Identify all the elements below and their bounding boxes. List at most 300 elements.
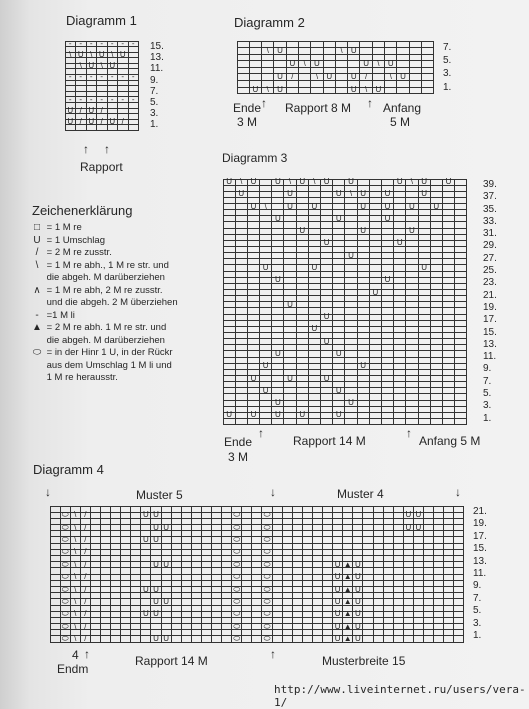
diagram1-cell: U xyxy=(117,52,129,59)
diagram4-cell: ▲ xyxy=(343,559,352,569)
diagram3-cell: U xyxy=(259,387,272,394)
legend-item xyxy=(30,272,215,285)
diagram3-cell: U xyxy=(344,400,357,407)
legend-symbol-icon: / xyxy=(35,247,39,258)
diagram3-cell: U xyxy=(442,179,455,186)
diagram3-cell: \ xyxy=(344,191,357,198)
diagram1-cell: - xyxy=(128,74,140,81)
diagram4-title: Diagramm 4 xyxy=(33,462,104,477)
diagram1-cell: - xyxy=(65,74,77,81)
diagram2-row-number: 5. xyxy=(443,55,452,67)
diagram4-cell: / xyxy=(80,623,91,630)
diagram2-cell: U xyxy=(347,73,360,81)
diagram4-cell: U xyxy=(332,598,343,605)
diagram4-cell: ⬭ xyxy=(231,611,242,618)
legend-text: = 2 M re abh. 1 M re str. und xyxy=(44,322,167,333)
diagram2-cell: U xyxy=(384,60,397,68)
diagram3-cell: \ xyxy=(235,179,248,186)
diagram4-row-number: 13. xyxy=(473,555,487,567)
diagram4-cell: \ xyxy=(70,635,81,642)
diagram3-cell: U xyxy=(271,412,284,419)
legend-item xyxy=(30,285,215,298)
diagram4-cell: U xyxy=(150,512,161,519)
diagram4-cell: / xyxy=(80,524,91,531)
diagram2-cell: U xyxy=(396,73,409,81)
diagram1-rapport-label: Rapport xyxy=(80,160,123,174)
diagram3-cell: U xyxy=(418,264,431,271)
up-arrow-icon: ↑ xyxy=(406,426,412,440)
diagram3-cell: U xyxy=(381,191,394,198)
diagram4-cell: U xyxy=(150,561,161,568)
legend-item xyxy=(30,335,215,348)
diagram4-cell: U xyxy=(140,586,151,593)
diagram4-cell: ⬭ xyxy=(231,524,242,531)
diagram3-row-number: 37. xyxy=(483,191,497,203)
diagram4-cell: U xyxy=(352,561,363,568)
diagram4-cell: \ xyxy=(70,549,81,556)
diagram1-cell: / xyxy=(96,108,108,115)
legend-item xyxy=(30,222,215,235)
diagram3-ende-count: 3 M xyxy=(228,450,249,464)
diagram3-cell: U xyxy=(405,228,418,235)
diagram3-row-number: 25. xyxy=(483,265,497,277)
diagram1-cell: - xyxy=(117,74,129,81)
diagram2-cell: \ xyxy=(384,73,397,81)
diagram3-cell: U xyxy=(332,412,345,419)
diagram2-row-number: 1. xyxy=(443,81,452,93)
diagram4-cell: U xyxy=(332,635,343,642)
diagram1-cell: U xyxy=(86,108,98,115)
diagram3-cell: U xyxy=(235,191,248,198)
diagram4-row-number: 15. xyxy=(473,543,487,555)
legend-item xyxy=(30,260,215,273)
diagram4-cell: ⬭ xyxy=(231,623,242,630)
diagram1-cell: - xyxy=(96,96,108,103)
diagram3-cell: U xyxy=(283,191,296,198)
diagram4-cell: U xyxy=(332,611,343,618)
diagram3-cell: U xyxy=(381,215,394,222)
diagram3-cell: U xyxy=(271,215,284,222)
diagram1-cell: - xyxy=(75,96,87,103)
diagram2-grid xyxy=(237,41,434,94)
diagram4-cell: ▲ xyxy=(343,572,352,582)
diagram3-cell: U xyxy=(320,240,333,247)
diagram3-cell: U xyxy=(332,215,345,222)
diagram1-cell: / xyxy=(75,108,87,115)
diagram3-cell: U xyxy=(393,179,406,186)
diagram3-cell: U xyxy=(320,179,333,186)
diagram1-cell: / xyxy=(75,119,87,126)
diagram1-row-number: 5. xyxy=(150,96,159,108)
diagram3-cell xyxy=(454,418,467,425)
diagram4-cell: U xyxy=(150,635,161,642)
diagram4-cell: ⬭ xyxy=(60,574,71,581)
legend-title: Zeichenerklärung xyxy=(32,203,133,218)
diagram4-cell: ⬭ xyxy=(60,561,71,568)
diagram4-cell: ⬭ xyxy=(261,623,272,630)
diagram3-cell: U xyxy=(405,203,418,210)
diagram4-cell: \ xyxy=(70,623,81,630)
diagram4-cell: U xyxy=(140,536,151,543)
diagram1-cell: - xyxy=(65,41,77,48)
legend-text: 1 M re herausstr. xyxy=(44,372,118,383)
diagram3-row-number: 29. xyxy=(483,240,497,252)
diagram1-cell: \ xyxy=(65,52,77,59)
diagram2-rapport-label: Rapport 8 M xyxy=(285,101,352,115)
diagram4-cell: ⬭ xyxy=(231,512,242,519)
diagram2-cell: U xyxy=(249,87,262,95)
diagram4-muster5-label: Muster 5 xyxy=(136,488,183,502)
diagram4-cell: \ xyxy=(70,561,81,568)
legend-item xyxy=(30,372,215,385)
diagram2-ende-label: Ende xyxy=(233,101,262,115)
diagram3-cell: U xyxy=(418,179,431,186)
diagram1-row-number: 9. xyxy=(150,74,159,86)
diagram2-cell xyxy=(286,87,299,95)
diagram3-cell: U xyxy=(308,264,321,271)
diagram3-cell: U xyxy=(320,338,333,345)
diagram2-cell: / xyxy=(286,73,299,81)
diagram4-cell: \ xyxy=(70,536,81,543)
diagram3-cell: \ xyxy=(308,179,321,186)
diagram4-cell: ⬭ xyxy=(231,561,242,568)
diagram1-cell: U xyxy=(86,63,98,70)
diagram3-row-number: 39. xyxy=(483,179,497,190)
diagram3-cell: U xyxy=(296,179,309,186)
diagram3-row-number: 1. xyxy=(483,412,492,424)
diagram1-cell: - xyxy=(86,74,98,81)
up-arrow-icon: ↑ xyxy=(83,142,89,156)
diagram1-cell: - xyxy=(117,96,129,103)
diagram1-row-numbers xyxy=(150,42,164,132)
diagram4-cell: ⬭ xyxy=(261,524,272,531)
diagram2-ende-count: 3 M xyxy=(237,115,258,129)
diagram1-cell: - xyxy=(107,41,119,48)
diagram2-cell: U xyxy=(323,73,336,81)
diagram3-row-number: 33. xyxy=(483,215,497,227)
diagram2-cell: \ xyxy=(261,87,274,95)
diagram4-cell: U xyxy=(352,598,363,605)
legend-text: die abgeh. M darüberziehen xyxy=(44,272,165,283)
diagram4-row-number: 21. xyxy=(473,506,487,517)
diagram4-cell: ⬭ xyxy=(60,598,71,605)
diagram4-cell: ⬭ xyxy=(261,561,272,568)
diagram4-cell: ⬭ xyxy=(231,574,242,581)
diagram1-row-number: 1. xyxy=(150,119,159,131)
diagram4-musterbreite-label: Musterbreite 15 xyxy=(322,654,406,668)
diagram1-cell: / xyxy=(96,119,108,126)
legend-text: = 1 M re abh., 1 M re str. und xyxy=(44,259,169,271)
diagram1-row-number: 15. xyxy=(150,41,164,52)
legend-text: aus dem Umschlag 1 M li und xyxy=(44,359,172,371)
diagram4-cell: ▲ xyxy=(343,634,352,644)
diagram2-cell: \ xyxy=(261,47,274,55)
diagram3-anfang-label: Anfang 5 M xyxy=(419,434,481,448)
diagram3-cell: U xyxy=(247,412,260,419)
legend-text: = 1 M re xyxy=(44,222,82,233)
legend-symbol-icon: ⬭ xyxy=(32,347,42,358)
diagram3-cell: U xyxy=(296,412,309,419)
diagram3-row-number: 27. xyxy=(483,252,497,264)
diagram1-cell: U xyxy=(107,119,119,126)
legend-item xyxy=(30,247,215,260)
diagram4-cell: U xyxy=(352,574,363,581)
diagram3-cell: U xyxy=(223,179,236,186)
diagram4-cell: / xyxy=(80,586,91,593)
diagram2-cell xyxy=(396,87,409,95)
diagram4-cell: / xyxy=(80,549,91,556)
down-arrow-icon: ↓ xyxy=(455,485,461,499)
legend-text: = 1 M re abh, 2 M re zusstr. xyxy=(44,284,163,296)
diagram4-cell: U xyxy=(161,524,172,531)
diagram3-cell: U xyxy=(259,264,272,271)
diagram4-cell: \ xyxy=(70,524,81,531)
diagram4-row-number: 3. xyxy=(473,617,482,629)
legend-symbol-icon: ▲ xyxy=(32,322,42,333)
diagram4-cell: ⬭ xyxy=(261,598,272,605)
diagram1-cell: \ xyxy=(75,63,87,70)
diagram4-cell: ⬭ xyxy=(261,574,272,581)
diagram3-cell: U xyxy=(247,375,260,382)
diagram3-cell: U xyxy=(283,301,296,308)
diagram4-cell: ⬭ xyxy=(261,611,272,618)
legend-text: = 1 Umschlag xyxy=(44,234,105,246)
diagram4-cell: ⬭ xyxy=(261,512,272,519)
legend-symbol-icon: U xyxy=(33,234,41,246)
diagram3-cell: U xyxy=(357,203,370,210)
diagram4-cell: U xyxy=(150,536,161,543)
diagram3-cell: U xyxy=(271,400,284,407)
diagram2-title: Diagramm 2 xyxy=(234,15,305,30)
diagram3-cell: U xyxy=(283,375,296,382)
diagram4-cell: U xyxy=(352,586,363,593)
diagram3-row-numbers xyxy=(483,180,497,426)
diagram4-cell: U xyxy=(150,586,161,593)
diagram4-cell: \ xyxy=(70,574,81,581)
diagram2-cell xyxy=(409,87,422,95)
diagram4-cell xyxy=(453,635,464,642)
diagram4-cell: ⬭ xyxy=(261,635,272,642)
diagram3-cell: U xyxy=(332,387,345,394)
diagram1-row-number: 13. xyxy=(150,52,164,64)
diagram1-cell: - xyxy=(96,74,108,81)
diagram2-cell xyxy=(237,87,250,95)
diagram4-cell: ⬭ xyxy=(60,512,71,519)
legend-text: die abgeh. M darüberziehen xyxy=(44,334,165,346)
diagram1-grid xyxy=(65,38,139,131)
diagram3-ende-label: Ende xyxy=(224,435,253,449)
diagram4-cell: U xyxy=(150,611,161,618)
diagram3-row-number: 7. xyxy=(483,375,492,387)
diagram4-endm-label: Endm xyxy=(57,662,89,676)
diagram3-row-number: 19. xyxy=(483,301,497,313)
diagram3-cell: U xyxy=(357,191,370,198)
diagram4-cell: / xyxy=(80,561,91,568)
diagram4-cell: ▲ xyxy=(343,596,352,606)
diagram2-anfang-label: Anfang xyxy=(383,101,422,115)
legend-symbol-icon: ∧ xyxy=(33,284,41,296)
diagram1-cell: - xyxy=(128,96,140,103)
diagram4-cell: / xyxy=(80,512,91,519)
diagram4-cell: U xyxy=(150,524,161,531)
diagram3-row-number: 5. xyxy=(483,388,492,400)
diagram4-cell: U xyxy=(161,561,172,568)
diagram4-cell: U xyxy=(352,623,363,630)
diagram4-cell: ⬭ xyxy=(60,524,71,531)
diagram3-cell: U xyxy=(271,179,284,186)
diagram1-cell: \ xyxy=(96,63,108,70)
diagram2-cell xyxy=(323,87,336,95)
diagram4-cell: ⬭ xyxy=(231,598,242,605)
diagram4-row-number: 7. xyxy=(473,592,482,604)
diagram1-cell: U xyxy=(107,63,119,70)
diagram1-cell: - xyxy=(107,74,119,81)
diagram2-cell: U xyxy=(273,87,286,95)
diagram3-cell: U xyxy=(344,252,357,259)
diagram4-cell: ⬭ xyxy=(231,536,242,543)
diagram1-cell: U xyxy=(75,52,87,59)
diagram1-row-number: 7. xyxy=(150,85,159,97)
legend-text: und die abgeh. 2 M überziehen xyxy=(44,297,178,308)
diagram2-cell: U xyxy=(286,60,299,68)
diagram4-cell: ⬭ xyxy=(60,586,71,593)
source-url: http://www.liveinternet.ru/users/vera-1/ xyxy=(274,683,526,709)
diagram4-row-numbers xyxy=(473,507,487,643)
diagram3-cell: U xyxy=(320,314,333,321)
down-arrow-icon: ↓ xyxy=(270,485,276,499)
diagram1-cell: - xyxy=(96,41,108,48)
diagram1-cell: - xyxy=(75,74,87,81)
diagram4-cell: ⬭ xyxy=(261,549,272,556)
legend-item xyxy=(30,360,215,373)
diagram4-endm-number: 4 xyxy=(72,648,79,662)
diagram2-cell: / xyxy=(359,73,372,81)
diagram4-cell: ⬭ xyxy=(261,586,272,593)
diagram3-cell: U xyxy=(381,203,394,210)
diagram4-rapport-label: Rapport 14 M xyxy=(135,654,208,668)
diagram1-cell: - xyxy=(117,41,129,48)
diagram2-cell: \ xyxy=(335,47,348,55)
diagram3-row-number: 35. xyxy=(483,203,497,215)
up-arrow-icon: ↑ xyxy=(270,647,276,661)
diagram3-cell: U xyxy=(332,350,345,357)
diagram2-cell xyxy=(298,87,311,95)
diagram2-row-number: 7. xyxy=(443,42,452,53)
diagram3-row-number: 21. xyxy=(483,289,497,301)
diagram3-cell: \ xyxy=(259,203,272,210)
diagram3-rapport-label: Rapport 14 M xyxy=(293,434,366,448)
legend-symbol-icon: - xyxy=(35,309,39,321)
diagram1-title: Diagramm 1 xyxy=(66,13,137,28)
diagram1-cell: - xyxy=(107,96,119,103)
diagram4-cell: U xyxy=(150,598,161,605)
diagram3-row-number: 23. xyxy=(483,277,497,289)
diagram2-cell: U xyxy=(372,87,385,95)
up-arrow-icon: ↑ xyxy=(104,142,110,156)
diagram3-cell: U xyxy=(259,363,272,370)
diagram2-cell xyxy=(384,87,397,95)
diagram1-cell: \ xyxy=(86,52,98,59)
diagram4-cell: U xyxy=(413,524,424,531)
diagram3-row-number: 15. xyxy=(483,326,497,338)
diagram3-cell: U xyxy=(308,203,321,210)
legend-list xyxy=(30,222,215,385)
diagram3-cell: U xyxy=(381,277,394,284)
diagram3-cell: U xyxy=(247,179,260,186)
diagram3-cell: U xyxy=(296,228,309,235)
diagram2-cell: U xyxy=(310,60,323,68)
diagram3-cell: U xyxy=(357,228,370,235)
diagram4-grid xyxy=(50,506,464,642)
diagram4-cell: ⬭ xyxy=(60,635,71,642)
diagram2-cell xyxy=(310,87,323,95)
diagram1-cell: / xyxy=(117,119,129,126)
diagram2-cell: U xyxy=(347,87,360,95)
diagram3-cell: U xyxy=(271,277,284,284)
diagram4-row-number: 19. xyxy=(473,518,487,530)
diagram2-cell: \ xyxy=(372,60,385,68)
legend-item xyxy=(30,310,215,323)
down-arrow-icon: ↓ xyxy=(45,485,51,499)
legend-item xyxy=(30,297,215,310)
diagram1-cell: - xyxy=(75,41,87,48)
diagram4-row-number: 5. xyxy=(473,605,482,617)
diagram4-cell: U xyxy=(332,623,343,630)
diagram3-cell: U xyxy=(418,191,431,198)
diagram4-cell: U xyxy=(332,586,343,593)
legend-symbol-icon: □ xyxy=(33,222,41,233)
diagram3-cell: U xyxy=(357,363,370,370)
diagram1-cell: U xyxy=(65,108,77,115)
diagram1-cell xyxy=(128,124,140,131)
up-arrow-icon: ↑ xyxy=(258,426,264,440)
diagram1-cell: \ xyxy=(107,52,119,59)
diagram4-cell: U xyxy=(352,635,363,642)
diagram4-row-number: 11. xyxy=(473,567,487,579)
diagram4-cell: U xyxy=(161,598,172,605)
diagram2-cell: U xyxy=(347,47,360,55)
diagram2-cell xyxy=(421,87,434,95)
diagram4-cell: U xyxy=(413,512,424,519)
diagram3-title: Diagramm 3 xyxy=(222,151,288,165)
diagram4-row-number: 1. xyxy=(473,629,482,641)
diagram1-cell: - xyxy=(65,96,77,103)
diagram4-cell: / xyxy=(80,598,91,605)
diagram1-cell: U xyxy=(86,119,98,126)
up-arrow-icon: ↑ xyxy=(84,647,90,661)
diagram2-cell: U xyxy=(273,47,286,55)
legend-symbol-icon: \ xyxy=(35,259,39,271)
legend-text: = in der Hinr 1 U, in der Rückr xyxy=(44,347,173,358)
diagram1-cell: - xyxy=(86,96,98,103)
diagram4-cell: U xyxy=(140,512,151,519)
diagram1-cell: U xyxy=(96,52,108,59)
diagram3-cell: U xyxy=(247,203,260,210)
diagram2-cell xyxy=(335,87,348,95)
diagram2-cell: U xyxy=(359,60,372,68)
diagram4-cell: \ xyxy=(70,611,81,618)
up-arrow-icon: ↑ xyxy=(367,96,373,110)
diagram4-cell: ▲ xyxy=(343,584,352,594)
diagram1-cell: - xyxy=(128,41,140,48)
diagram2-cell: \ xyxy=(359,87,372,95)
diagram4-cell: ⬭ xyxy=(231,549,242,556)
diagram1-cell: U xyxy=(65,119,77,126)
legend-item xyxy=(30,347,215,360)
diagram3-row-number: 13. xyxy=(483,338,497,350)
diagram4-row-number: 9. xyxy=(473,580,482,592)
diagram4-cell: ⬭ xyxy=(261,536,272,543)
